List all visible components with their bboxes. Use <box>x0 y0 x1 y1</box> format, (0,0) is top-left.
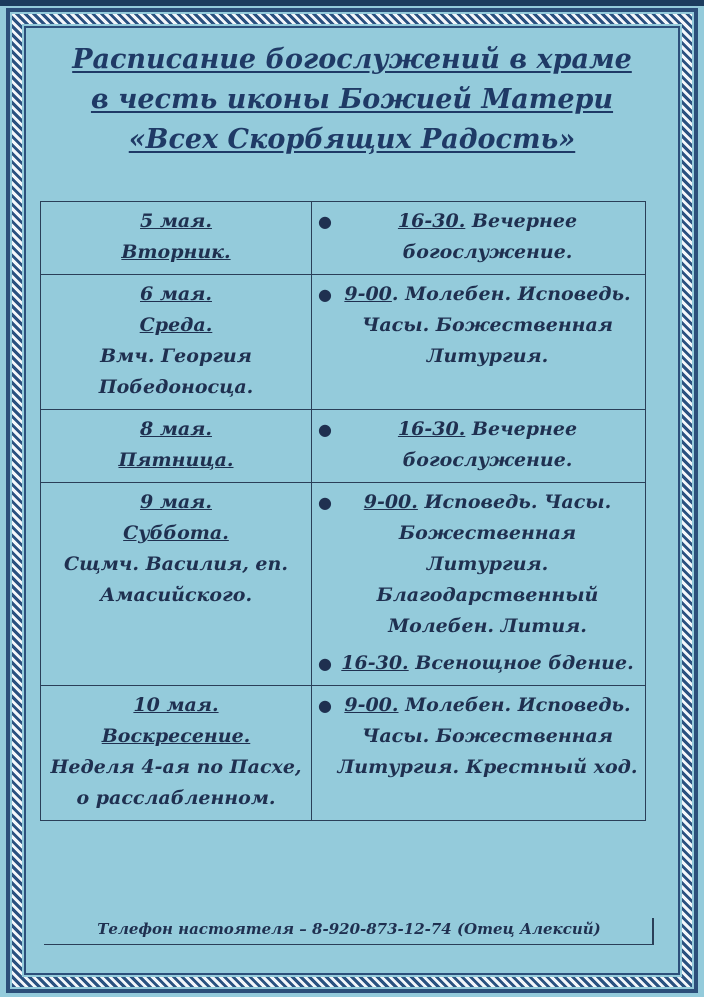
day-cell <box>41 202 312 275</box>
services-cell <box>312 686 646 821</box>
poster <box>0 6 704 997</box>
service-description: Всенощное бдение. <box>408 652 634 674</box>
date-label: 9 мая. <box>140 491 212 513</box>
service-description: Вечернее богослужение. <box>402 210 578 263</box>
feast-note: Вмч. Георгия Победоносца. <box>98 345 254 398</box>
service-description: Молебен. Исповедь. Часы. Божественная Литургия. Крестный ход. <box>337 694 638 778</box>
date-label: 5 мая. <box>140 210 212 232</box>
service-description: Вечернее богослужение. <box>402 418 578 471</box>
schedule-row <box>41 275 646 410</box>
schedule-row <box>41 686 646 821</box>
date-label: 6 мая. <box>140 283 212 305</box>
footer-divider <box>652 918 654 944</box>
weekday-label: Вторник. <box>121 241 231 263</box>
weekday-label: Воскресение. <box>101 725 251 747</box>
service-time: 16-30. <box>341 652 409 674</box>
weekday-label: Среда. <box>139 314 213 336</box>
date-label: 10 мая. <box>133 694 219 716</box>
service-time: 16-30. <box>397 210 466 232</box>
footer-phone: Телефон настоятеля – 8-920-873-12-74 (Отец Алексий) <box>44 914 654 945</box>
services-cell <box>312 483 646 686</box>
service-description: Исповедь. Часы. Божественная Литургия. Благодарственный Молебен. Лития. <box>376 491 612 637</box>
services-cell <box>312 275 646 410</box>
weekday-label: Пятница. <box>118 449 234 471</box>
weekday-label: Суббота. <box>123 522 229 544</box>
service-text <box>336 648 639 679</box>
service-time: 9-00 <box>344 283 392 305</box>
feast-note: Сщмч. Василия, еп. Амасийского. <box>64 553 288 606</box>
schedule-row <box>41 410 646 483</box>
service-time: 9-00. <box>363 491 418 513</box>
service-time: 9-00. <box>344 694 399 716</box>
schedule-row <box>41 483 646 686</box>
service-item <box>318 690 639 783</box>
service-text <box>336 690 639 783</box>
bullet-dot-icon: ● <box>318 212 332 231</box>
service-time: 16-30. <box>397 418 466 440</box>
day-cell <box>41 275 312 410</box>
service-text <box>336 487 639 642</box>
bullet-dot-icon: ● <box>318 285 332 304</box>
title-line-1: Расписание богослужений в храме <box>72 44 632 75</box>
service-description: . Молебен. Исповедь. Часы. Божественная Литургия. <box>362 283 631 367</box>
service-text <box>336 206 639 268</box>
schedule-table <box>40 201 646 821</box>
date-label: 8 мая. <box>140 418 212 440</box>
title-line-3: «Всех Скорбящих Радость» <box>128 124 576 155</box>
bullet-dot-icon: ● <box>318 654 332 673</box>
service-text <box>336 279 639 372</box>
services-cell <box>312 410 646 483</box>
service-item <box>318 206 639 268</box>
title-line-2: в честь иконы Божией Матери <box>90 84 614 115</box>
service-item <box>318 487 639 642</box>
service-text <box>336 414 639 476</box>
service-item <box>318 414 639 476</box>
poster-title <box>30 40 674 160</box>
day-cell <box>41 686 312 821</box>
bullet-dot-icon: ● <box>318 493 332 512</box>
bullet-dot-icon: ● <box>318 420 332 439</box>
service-item <box>318 279 639 372</box>
day-cell <box>41 483 312 686</box>
bullet-dot-icon: ● <box>318 696 332 715</box>
service-item <box>318 648 639 679</box>
day-cell <box>41 410 312 483</box>
schedule-row <box>41 202 646 275</box>
feast-note: Неделя 4-ая по Пасхе, о расслабленном. <box>50 756 302 809</box>
services-cell <box>312 202 646 275</box>
